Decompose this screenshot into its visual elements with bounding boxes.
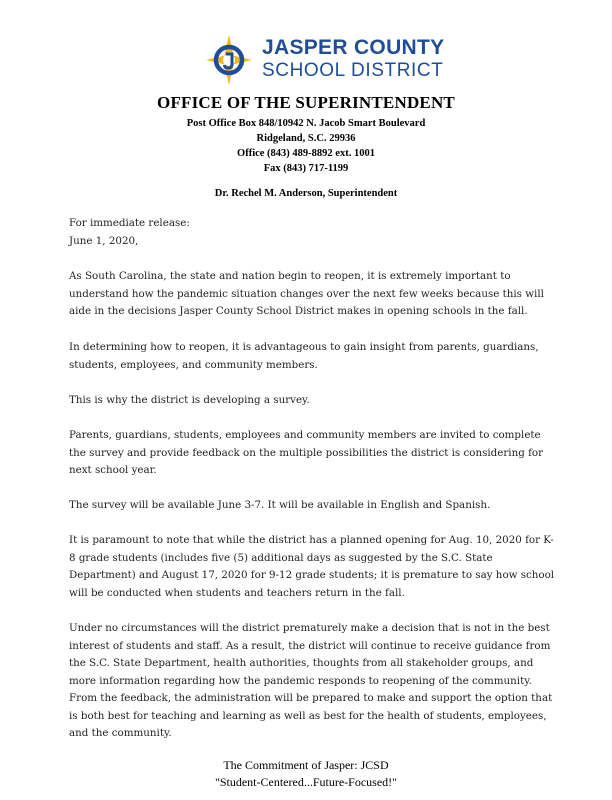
compass-logo-icon [204,33,254,87]
footer-motto: "Student-Centered...Future-Focused!" [214,775,398,789]
address-line-2: Ridgeland, S.C. 29936 [256,133,356,144]
paragraph-3: This is why the district is developing a survey. [69,394,310,406]
district-logo [204,33,445,87]
release-date: June 1, 2020, [69,235,139,247]
paragraph-4: Parents, guardians, students, employees and community members are invited to complete the survey and provide feedback on the multiple possibilities the district is considering for next school year. [69,429,543,476]
paragraph-1: As South Carolina, the state and nation begin to reopen, it is extremely important to understand how the pandemic situation changes over the next few weeks because this will aide in the decisions Jasper County School District makes in opening schools in the fall. [69,270,544,317]
paragraph-2: In determining how to reopen, it is advantageous to gain insight from parents, guardians, students, employees, and community members. [69,341,539,371]
superintendent-name: Dr. Rechel M. Anderson, Superintendent [214,188,398,199]
address-line-1: Post Office Box 848/10942 N. Jacob Smart Boulevard [186,118,426,129]
footer-commitment: The Commitment of Jasper: JCSD [223,758,389,772]
paragraph-5: The survey will be available June 3-7. It will be available in English and Spanish. [69,499,491,511]
paragraph-7: Under no circumstances will the district prematurely make a decision that is not in the best interest of students and staff. As a result, the district will continue to receive guidance from the S.C. State Department, health authorities, thoughts from all stakeholder groups, and more information regarding how the pandemic responds to reopening of the community. From the feedback, the administration will be prepared to make and support the option that is both best for teaching and learning as well as best for the health of students, employees, and the community. [69,622,553,739]
logo-line-1: JASPER COUNTY [262,36,445,59]
office-title: OFFICE OF THE SUPERINTENDENT [157,93,455,112]
fax-number: Fax (843) 717-1199 [263,163,349,174]
release-label: For immediate release: [69,217,190,229]
paragraph-6: It is paramount to note that while the district has a planned opening for Aug. 10, 2020 for K-8 grade students (includes five (5) additional days as suggested by the S.C. State Department) and August 17, 2020 for 9-12 grade students; it is premature to say how school will be conducted when students and teachers return in the fall. [69,534,555,599]
office-phone: Office (843) 489-8892 ext. 1001 [237,148,375,159]
logo-line-2: SCHOOL DISTRICT [262,60,444,81]
